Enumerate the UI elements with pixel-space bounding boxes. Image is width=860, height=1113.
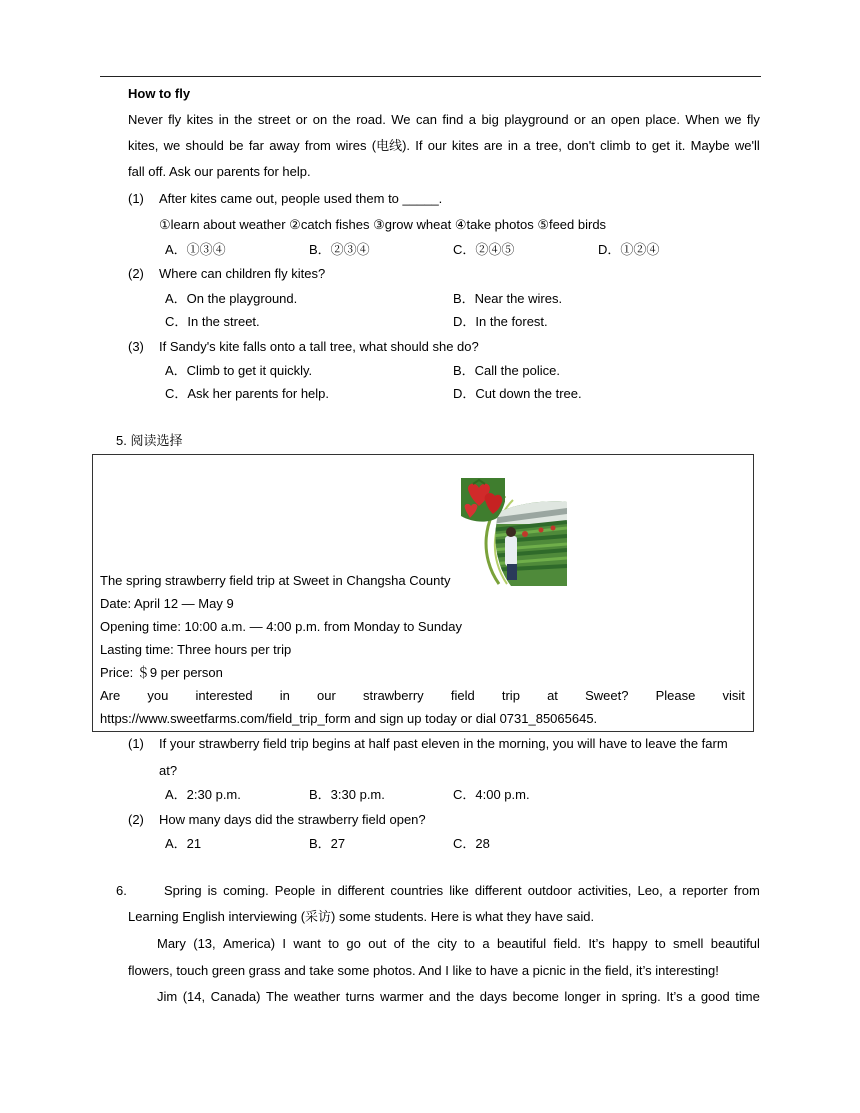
option-b[interactable]: B．27	[309, 836, 346, 851]
passage-word: wires	[336, 138, 367, 153]
notice-word: Please	[655, 688, 696, 703]
notice-opening-time: Opening time: 10:00 a.m. — 4:00 p.m. from Monday to Sunday	[100, 619, 463, 634]
option-c[interactable]: C．28	[453, 836, 490, 851]
passage-word: in	[218, 112, 229, 127]
passage-word: When	[685, 112, 720, 127]
passage6-line-3	[157, 936, 760, 952]
notice-word: Sweet?	[585, 688, 629, 703]
passage-word: playground	[504, 112, 569, 127]
passage-line-3: fall off. Ask our parents for help.	[128, 164, 311, 179]
passage-word: kites	[451, 138, 479, 153]
notice-word: Are	[100, 688, 121, 703]
passage-word: an	[591, 112, 606, 127]
notice-word: strawberry	[363, 688, 424, 703]
passage-word: Spring	[164, 883, 202, 898]
notice-word: trip	[501, 688, 520, 703]
passage-word: beautiful	[496, 936, 547, 951]
question-text: How many days did the strawberry field open?	[159, 812, 426, 827]
passage-word: happy	[612, 936, 648, 951]
passage-word: It’s	[666, 989, 683, 1004]
passage-word: America)	[223, 936, 276, 951]
passage-word: a	[468, 112, 477, 127]
passage-line-1	[128, 112, 760, 128]
passage-word: go	[346, 936, 361, 951]
passage-word: climb	[600, 138, 631, 153]
notice-word: visit	[722, 688, 745, 703]
passage-word: different	[337, 883, 385, 898]
passage-word: fly	[168, 112, 182, 127]
option-b[interactable]: B．3:30 p.m.	[309, 787, 385, 802]
passage-word: countries	[390, 883, 444, 898]
passage6-line-1	[164, 883, 760, 899]
passage-word: fly	[746, 112, 760, 127]
notice-word: you	[147, 688, 169, 703]
option-c[interactable]: C．②④⑤	[453, 242, 515, 257]
section-number: 6.	[116, 883, 127, 898]
passage-word: are	[483, 138, 503, 153]
passage6-line-2: Learning English interviewing (采访) some students. Here is what they have said.	[128, 909, 595, 924]
passage-word: the	[456, 989, 475, 1004]
passage-word: (电线).	[371, 138, 411, 153]
passage-word: to	[654, 936, 666, 951]
question-text-cont: at?	[159, 763, 178, 778]
passage-word: Maybe	[690, 138, 730, 153]
passage6-line-4: flowers, touch green grass and take some photos. And I like to have a picnic in the field, it’s interesting!	[128, 963, 719, 978]
passage-word: city	[437, 936, 457, 951]
passage-word: it.	[675, 138, 686, 153]
passage-word: kites,	[128, 138, 159, 153]
section-label: 5. 阅读选择	[116, 433, 183, 448]
passage-word: (14,	[182, 989, 206, 1004]
option-c[interactable]: C．Ask her parents for help.	[165, 386, 330, 401]
passage-word: in	[321, 883, 332, 898]
passage6-line-5	[157, 989, 760, 1005]
passage-word: on	[312, 112, 328, 127]
passage-word: to	[635, 138, 647, 153]
option-b[interactable]: B．②③④	[309, 242, 370, 257]
passage-word: activities,	[577, 883, 632, 898]
passage-word: to	[464, 936, 476, 951]
passage-word: from	[733, 883, 760, 898]
passage-word: If	[415, 138, 423, 153]
passage-word: or	[574, 112, 586, 127]
passage-word: we	[724, 112, 742, 127]
passage-word: days	[479, 989, 508, 1004]
notice-lasting-time: Lasting time: Three hours per trip	[100, 642, 292, 657]
notice-word: field	[450, 688, 475, 703]
passage-word: (13,	[193, 936, 216, 951]
question-text: After kites came out, people used them to _____.	[159, 191, 443, 206]
passage-word: be	[229, 138, 244, 153]
passage-word: from	[304, 138, 331, 153]
question-text: If Sandy's kite falls onto a tall tree, what should she do?	[159, 339, 479, 354]
passage-word: away	[269, 138, 300, 153]
question-text: Where can children fly kites?	[159, 266, 326, 281]
option-d[interactable]: D．In the forest.	[453, 314, 548, 329]
passage-word: good	[700, 989, 730, 1004]
passage-word: road.	[356, 112, 386, 127]
notice-title: The spring strawberry field trip at Sweet in Changsha County	[100, 573, 451, 588]
passage-word: coming.	[223, 883, 269, 898]
passage-word: Jim	[157, 989, 178, 1004]
passage-word: the	[411, 936, 430, 951]
passage-word: tree,	[535, 138, 562, 153]
passage-word: big	[481, 112, 499, 127]
passage-line-2	[128, 138, 760, 154]
passage-word: different	[474, 883, 522, 898]
passage-word: Never	[128, 112, 163, 127]
passage-word: a	[523, 138, 531, 153]
passage-word: like	[449, 883, 469, 898]
passage-word: find	[442, 112, 464, 127]
notice-price: Price: ＄9 per person	[100, 665, 223, 680]
passage-word: in	[606, 989, 617, 1004]
notice-visit-line	[100, 688, 745, 704]
passage-word: is	[207, 883, 218, 898]
passage-word: kites	[186, 112, 214, 127]
passage-word: Leo,	[637, 883, 663, 898]
notice-word: at	[547, 688, 558, 703]
header-rule	[100, 76, 761, 77]
option-d[interactable]: D．①②④	[598, 242, 660, 257]
option-d[interactable]: D．Cut down the tree.	[453, 386, 582, 401]
passage-word: want	[293, 936, 321, 951]
passage-word: a	[482, 936, 490, 951]
passage-word: People	[274, 883, 316, 898]
passage-word: out	[368, 936, 387, 951]
passage-word: We	[391, 112, 411, 127]
passage-word: far	[248, 138, 264, 153]
passage-word: in	[507, 138, 519, 153]
passage-word: we	[163, 138, 181, 153]
option-a[interactable]: A．2:30 p.m.	[165, 787, 241, 802]
passage-word: warmer	[380, 989, 424, 1004]
passage-word: outdoor	[527, 883, 572, 898]
passage-word: Canada)	[210, 989, 261, 1004]
notice-website-link[interactable]: https://www.sweetfarms.com/field_trip_form and sign up today or dial 0731_85065645.	[100, 711, 598, 726]
question-number: (1)	[128, 191, 144, 206]
question-number: (2)	[128, 812, 144, 827]
passage-word: can	[415, 112, 437, 127]
question-number: (3)	[128, 339, 144, 354]
passage-word: place.	[645, 112, 680, 127]
passage-word: street	[257, 112, 291, 127]
option-a[interactable]: A．21	[165, 836, 202, 851]
question-items: ①learn about weather ②catch fishes ③grow wheat ④take photos ⑤feed birds	[159, 217, 607, 232]
option-b[interactable]: B．Near the wires.	[453, 291, 563, 306]
option-b[interactable]: B．Call the police.	[453, 363, 560, 378]
passage-word: spring.	[621, 989, 661, 1004]
option-a[interactable]: A．Climb to get it quickly.	[165, 363, 313, 378]
notice-word: interested	[195, 688, 253, 703]
passage-word: of	[393, 936, 405, 951]
notice-word: in	[279, 688, 290, 703]
passage-word: The	[266, 989, 289, 1004]
passage-word: longer	[564, 989, 601, 1004]
passage-word: field.	[553, 936, 581, 951]
passage-word: turns	[345, 989, 375, 1004]
passage-word: should	[185, 138, 224, 153]
passage-heading: How to fly	[128, 86, 191, 101]
passage-word: It’s	[588, 936, 605, 951]
passage-word: smell	[673, 936, 704, 951]
passage-word: beautiful	[710, 936, 760, 951]
passage-word: don't	[567, 138, 595, 153]
passage-word: Mary	[157, 936, 186, 951]
strawberry-field-photo	[461, 478, 567, 586]
passage-word: open	[610, 112, 640, 127]
passage-word: I	[282, 936, 287, 951]
passage-word: a	[688, 989, 696, 1004]
passage-word: or	[295, 112, 308, 127]
question-text: If your strawberry field trip begins at half past eleven in the morning, you will have to leave the farm	[159, 736, 728, 751]
passage-word: get	[651, 138, 670, 153]
option-c[interactable]: C．In the street.	[165, 314, 260, 329]
passage-word: time	[735, 989, 760, 1004]
question-number: (2)	[128, 266, 144, 281]
passage-word: the	[234, 112, 253, 127]
passage-word: and	[428, 989, 451, 1004]
option-c[interactable]: C．4:00 p.m.	[453, 787, 530, 802]
notice-word: our	[317, 688, 336, 703]
passage-word: become	[512, 989, 559, 1004]
question-number: (1)	[128, 736, 144, 751]
passage-word: to	[328, 936, 340, 951]
passage-word: our	[427, 138, 447, 153]
passage-word: reporter	[682, 883, 728, 898]
passage-word: the	[332, 112, 351, 127]
option-a[interactable]: A．①③④	[165, 242, 226, 257]
passage-word: weather	[293, 989, 341, 1004]
passage-word: a	[668, 883, 677, 898]
notice-date: Date: April 12 — May 9	[100, 596, 234, 611]
passage-word: we'll	[734, 138, 760, 153]
option-a[interactable]: A．On the playground.	[165, 291, 298, 306]
